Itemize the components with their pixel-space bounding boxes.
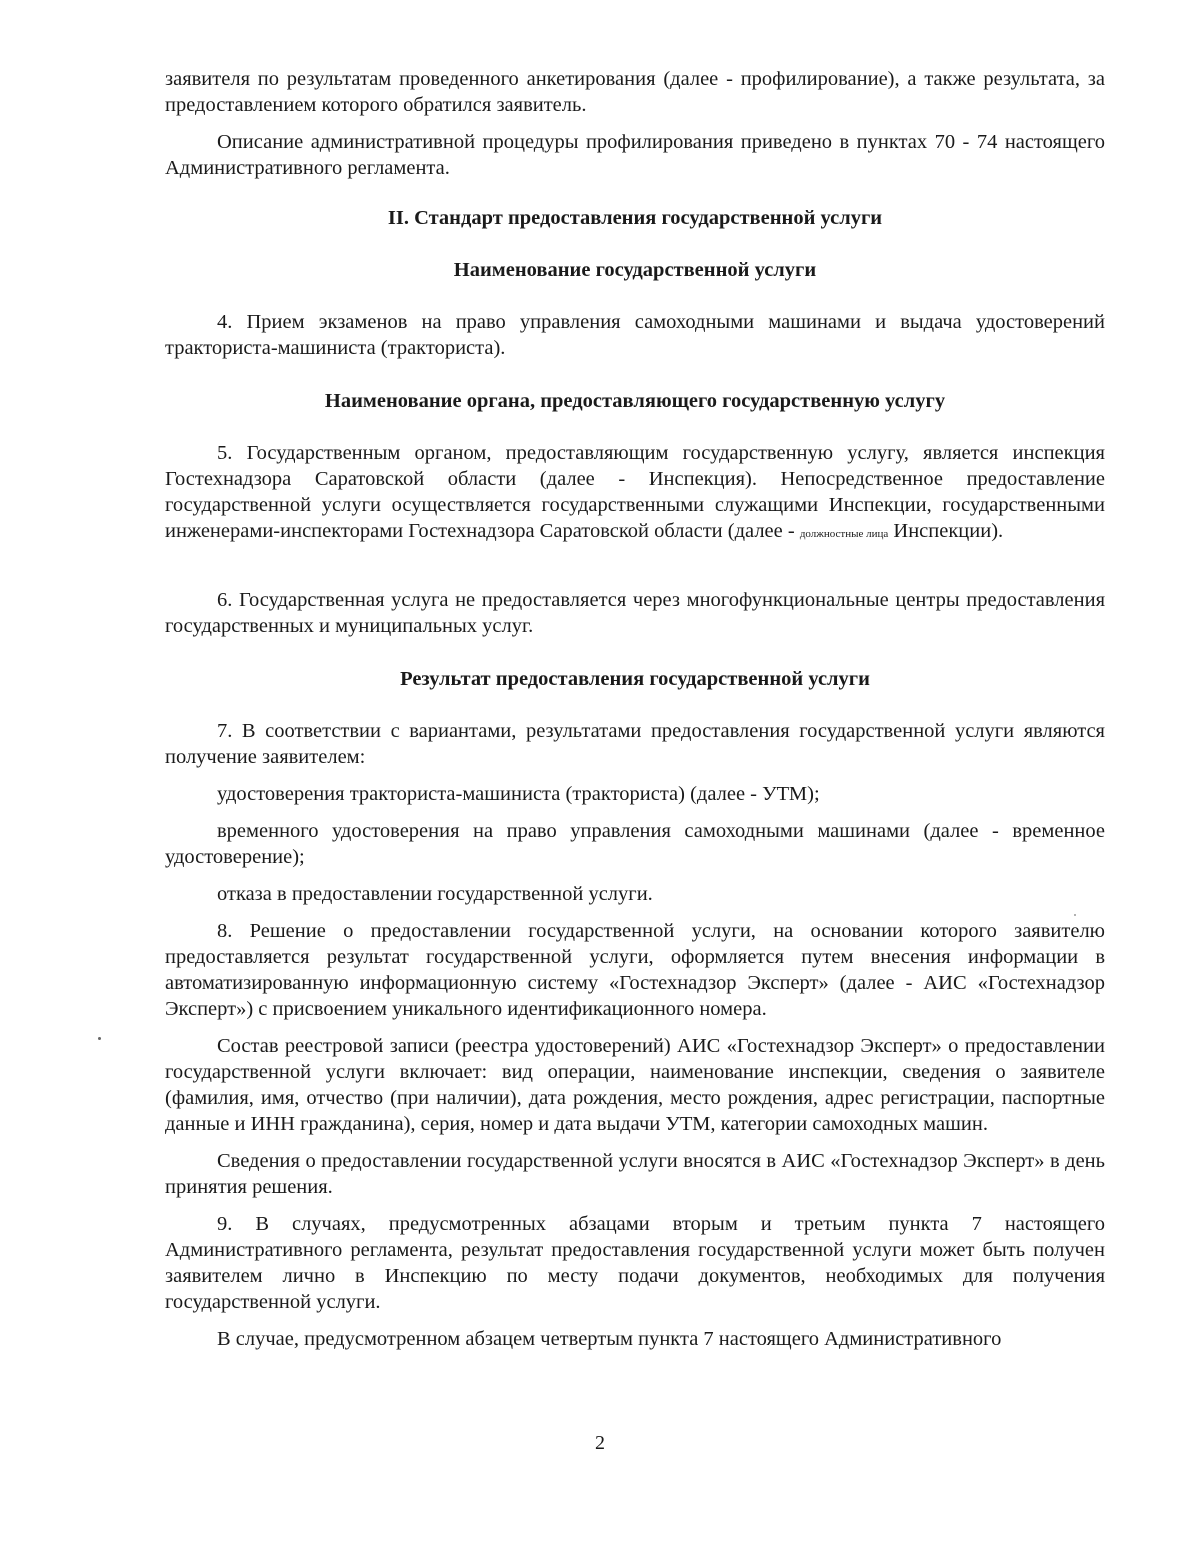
paragraph-8-registry: Состав реестровой записи (реестра удостоверений) АИС «Гостехнадзор Эксперт» о предоставлении государственной услуги включает: вид операции, наименование инспекции, сведения о заявителе (фамилия, имя, отчество (при наличии), дата рождения, место рождения, адрес регистрации, паспортные данные и ИНН гражданина), серия, номер и дата выдачи УТМ, категории самоходных машин.: [165, 1035, 1105, 1135]
paragraph-5-small-text: должностные лица: [799, 528, 889, 540]
scan-speck: [1074, 914, 1076, 916]
scan-speck: [98, 1037, 101, 1040]
paragraph-7: 7. В соответствии с вариантами, результатами предоставления государственной услуги являются получение заявителем:: [165, 720, 1105, 768]
paragraph-7-item-refusal: отказа в предоставлении государственной услуги.: [217, 883, 653, 905]
paragraph-7-item-temporary: временного удостоверения на право управления самоходными машинами (далее - временное удостоверение);: [165, 820, 1105, 868]
paragraph-9-continuation: В случае, предусмотренном абзацем четвертым пункта 7 настоящего Административного: [217, 1328, 1002, 1350]
heading-service-organ: Наименование органа, предоставляющего государственную услугу: [324, 390, 946, 412]
paragraph-4: 4. Прием экзаменов на право управления самоходными машинами и выдача удостоверений тракториста-машиниста (тракториста).: [165, 311, 1105, 359]
paragraph-8: 8. Решение о предоставлении государственной услуги, на основании которого заявителю предоставляется результат государственной услуги, оформляется путем внесения информации в автоматизированную информационную систему «Гостехнадзор Эксперт» (далее - АИС «Гостехнадзор Эксперт») с присвоением уникального идентификационного номера.: [165, 920, 1105, 1020]
heading-service-result: Результат предоставления государственной услуги: [400, 668, 870, 690]
document-body: [165, 66, 1105, 1352]
paragraph-6: 6. Государственная услуга не предоставляется через многофункциональные центры предоставления государственных и муниципальных услуг.: [165, 589, 1105, 637]
paragraph-5-end: Инспекции).: [888, 520, 1004, 542]
paragraph-profiling-description: Описание административной процедуры профилирования приведено в пунктах 70 - 74 настоящего Административного регламента.: [165, 131, 1105, 179]
paragraph-5-main: 5. Государственным органом, предоставляющим государственную услугу, является инспекция Гостехнадзора Саратовской области (далее - Инспекция). Непосредственное предоставление государственной услуги осуществляется государственными служащими Инспекции, государственными инженерами-инспекторами Гостехнадзора Саратовской области (далее -: [165, 442, 1105, 542]
heading-service-name: Наименование государственной услуги: [453, 259, 817, 281]
paragraph-profiling-continuation: заявителя по результатам проведенного анкетирования (далее - профилирование), а также результата, за предоставлением которого обратился заявитель.: [165, 68, 1105, 116]
page-number: 2: [595, 1432, 605, 1454]
paragraph-7-item-utm: удостоверения тракториста-машиниста (тракториста) (далее - УТМ);: [217, 783, 820, 805]
paragraph-5: [165, 440, 1105, 547]
paragraph-9: 9. В случаях, предусмотренных абзацами вторым и третьим пункта 7 настоящего Административного регламента, результат предоставления государственной услуги может быть получен заявителем лично в Инспекцию по месту подачи документов, необходимых для получения государственной услуги.: [165, 1213, 1105, 1313]
paragraph-8-entry-date: Сведения о предоставлении государственной услуги вносятся в АИС «Гостехнадзор Эксперт» в день принятия решения.: [165, 1150, 1105, 1198]
section-heading: II. Стандарт предоставления государственной услуги: [387, 207, 883, 229]
